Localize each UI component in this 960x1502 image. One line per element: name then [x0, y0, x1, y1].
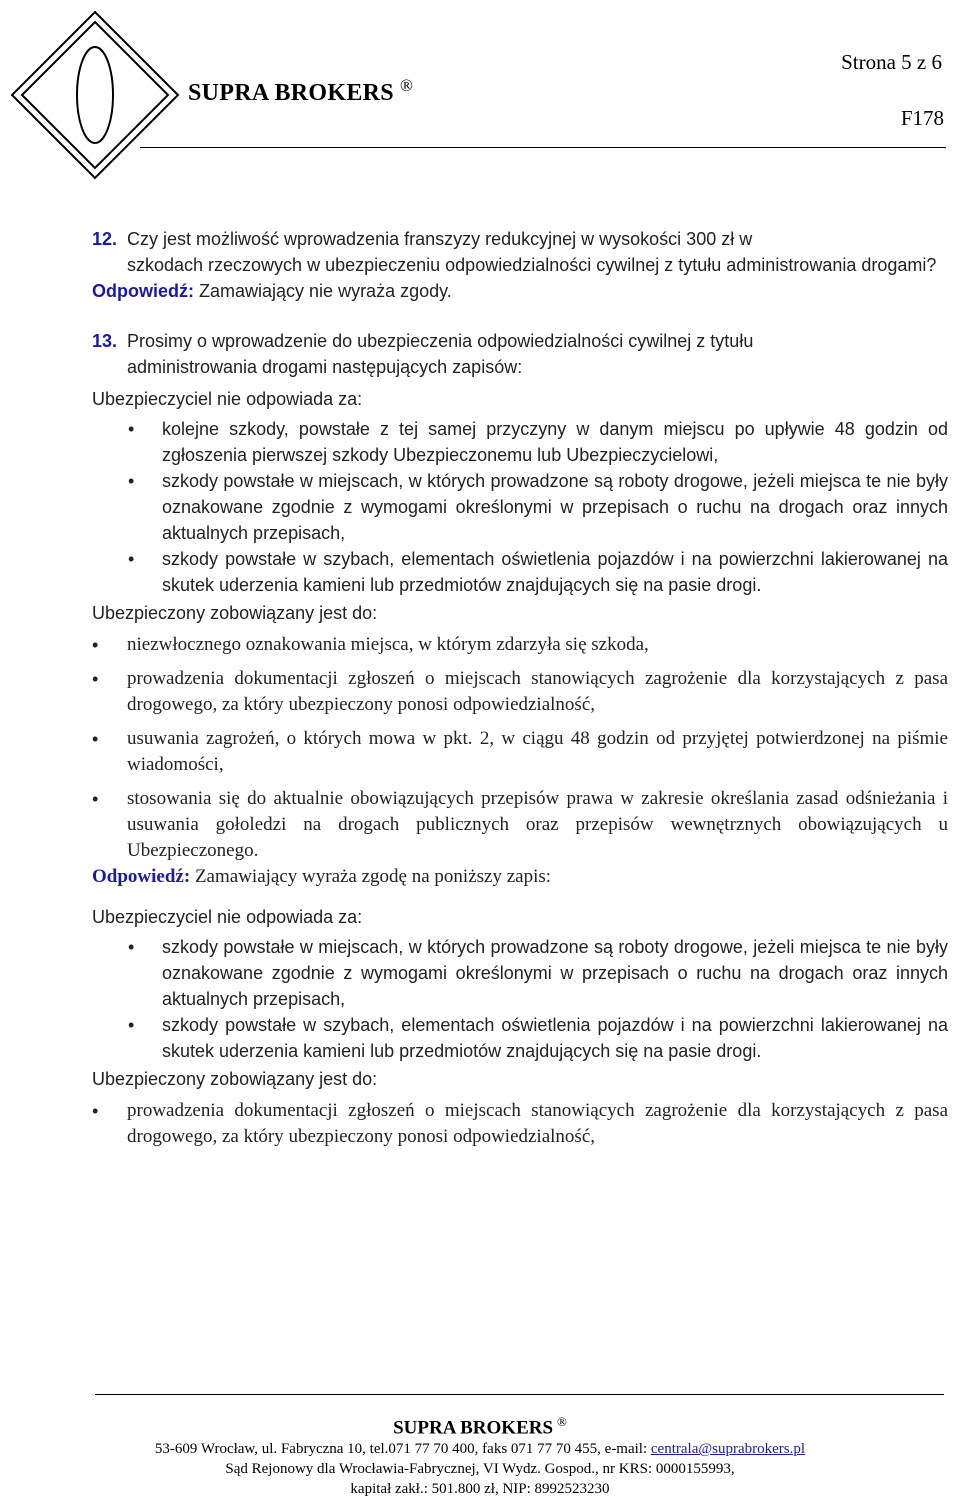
list-item: • prowadzenia dokumentacji zgłoszeń o miejscach stanowiących zagrożenie dla korzystających z pasa drogowego, za który ubezpieczony ponosi odpowiedzialność, — [92, 1100, 948, 1147]
list-item: • szkody powstałe w miejscach, w których prowadzone są roboty drogowe, jeżeli miejsca te nie były oznakowane zgodnie z wymogami określonymi w przepisach o ruchu na drogach oraz innych aktualnych przepisach, — [92, 468, 948, 546]
question-number: 12. — [92, 229, 118, 249]
insurer-exclusions-list — [92, 416, 948, 598]
list-item: • niezwłocznego oznakowania miejsca, w którym zdarzyła się szkoda, — [92, 632, 948, 658]
list-item: • szkody powstałe w szybach, elementach oświetlenia pojazdów i na powierzchni lakierowanej na skutek uderzenia kamieni lub przedmiotów znajdujących się na pasie drogi. — [92, 546, 948, 598]
question-text-continued: administrowania drogami następujących zapisów: — [127, 357, 523, 377]
footer-capital: kapitał zakł.: 501.800 zł, NIP: 8992523230 — [350, 1481, 610, 1498]
bullet-icon: • — [128, 471, 135, 491]
bullet-icon: • — [128, 419, 135, 439]
insured-heading: Ubezpieczony zobowiązany jest do: — [92, 603, 378, 623]
company-logo — [10, 10, 180, 180]
bullet-icon: • — [92, 669, 99, 689]
spacer — [92, 304, 948, 328]
footer-address: 53-609 Wrocław, ul. Fabryczna 10, tel.071 77 70 400, faks 071 77 70 455, e-mail: centrala@suprabrokers.pl — [154, 1441, 806, 1458]
bullet-icon: • — [128, 549, 135, 569]
insurer-heading: Ubezpieczyciel nie odpowiada za: — [92, 389, 363, 409]
bullet-icon: • — [128, 937, 135, 957]
question-text: Czy jest możliwość wprowadzenia franszyzy redukcyjnej w wysokości 300 zł w — [127, 229, 753, 249]
answer-text: Zamawiający nie wyraża zgody. — [199, 281, 452, 301]
page-number: Strona 5 z 6 — [841, 50, 942, 74]
answer-insured-heading: Ubezpieczony zobowiązany jest do: — [92, 1069, 378, 1089]
bullet-icon: • — [92, 789, 99, 809]
question-12 — [92, 226, 948, 278]
email-link[interactable]: centrala@suprabrokers.pl — [650, 1441, 806, 1458]
bullet-icon: • — [92, 1101, 99, 1121]
list-item: • szkody powstałe w miejscach, w których prowadzone są roboty drogowe, jeżeli miejsca te nie były oznakowane zgodnie z wymogami określonymi w przepisach o ruchu na drogach oraz innych aktualnych przepisach, — [92, 934, 948, 1012]
list-item: • usuwania zagrożeń, o których mowa w pkt. 2, w ciągu 48 godzin od przyjętej potwierdzonej na piśmie wiadomości, — [92, 728, 948, 775]
list-item: • stosowania się do aktualnie obowiązujących przepisów prawa w zakresie określania zasad odśnieżania i usuwania gołoledzi na drogach publicznych oraz przepisów wewnętrznych obowiązujących u Ubezpieczonego. — [92, 788, 948, 861]
question-number: 13. — [92, 331, 118, 351]
list-item: • kolejne szkody, powstałe z tej samej przyczyny w danym miejscu po upływie 48 godzin od zgłoszenia pierwszej szkody Ubezpieczonemu lub Ubezpieczycielowi, — [92, 416, 948, 468]
bullet-icon: • — [128, 1015, 135, 1035]
question-text: Prosimy o wprowadzenie do ubezpieczenia odpowiedzialności cywilnej z tytułu — [127, 331, 754, 351]
document-body — [92, 226, 948, 1158]
form-code: F178 — [900, 106, 944, 130]
footer-court: Sąd Rejonowy dla Wrocławia-Fabrycznej, VI Wydz. Gospod., nr KRS: 0000155993, — [225, 1461, 735, 1478]
question-text-continued: szkodach rzeczowych w ubezpieczeniu odpowiedzialności cywilnej z tytułu administrowania drogami? — [127, 255, 937, 275]
answer-label: Odpowiedź: — [92, 281, 194, 301]
header-brand: SUPRA BROKERS ® — [188, 76, 414, 106]
list-item: • prowadzenia dokumentacji zgłoszeń o miejscach stanowiących zagrożenie dla korzystających z pasa drogowego, za który ubezpieczony ponosi odpowiedzialność, — [92, 668, 948, 715]
question-13 — [92, 328, 948, 380]
footer-brand: SUPRA BROKERS ® — [393, 1414, 567, 1439]
bullet-icon: • — [92, 635, 99, 655]
answer-12 — [92, 278, 948, 304]
footer-divider — [95, 1394, 944, 1395]
header-divider — [140, 147, 946, 148]
answer-text: Zamawiający wyraża zgodę na poniższy zapis: — [194, 866, 552, 887]
answer-13 — [92, 864, 948, 890]
answer-insurer-exclusions-list — [92, 934, 948, 1064]
bullet-icon: • — [92, 729, 99, 749]
answer-label: Odpowiedź: — [92, 866, 191, 887]
page-footer — [0, 1414, 960, 1499]
insured-obligations-list — [92, 632, 948, 864]
list-item: • szkody powstałe w szybach, elementach oświetlenia pojazdów i na powierzchni lakierowanej na skutek uderzenia kamieni lub przedmiotów znajdujących się na pasie drogi. — [92, 1012, 948, 1064]
answer-insured-obligations-list — [92, 1098, 948, 1150]
spacer — [92, 890, 948, 904]
answer-insurer-heading: Ubezpieczyciel nie odpowiada za: — [92, 907, 363, 927]
